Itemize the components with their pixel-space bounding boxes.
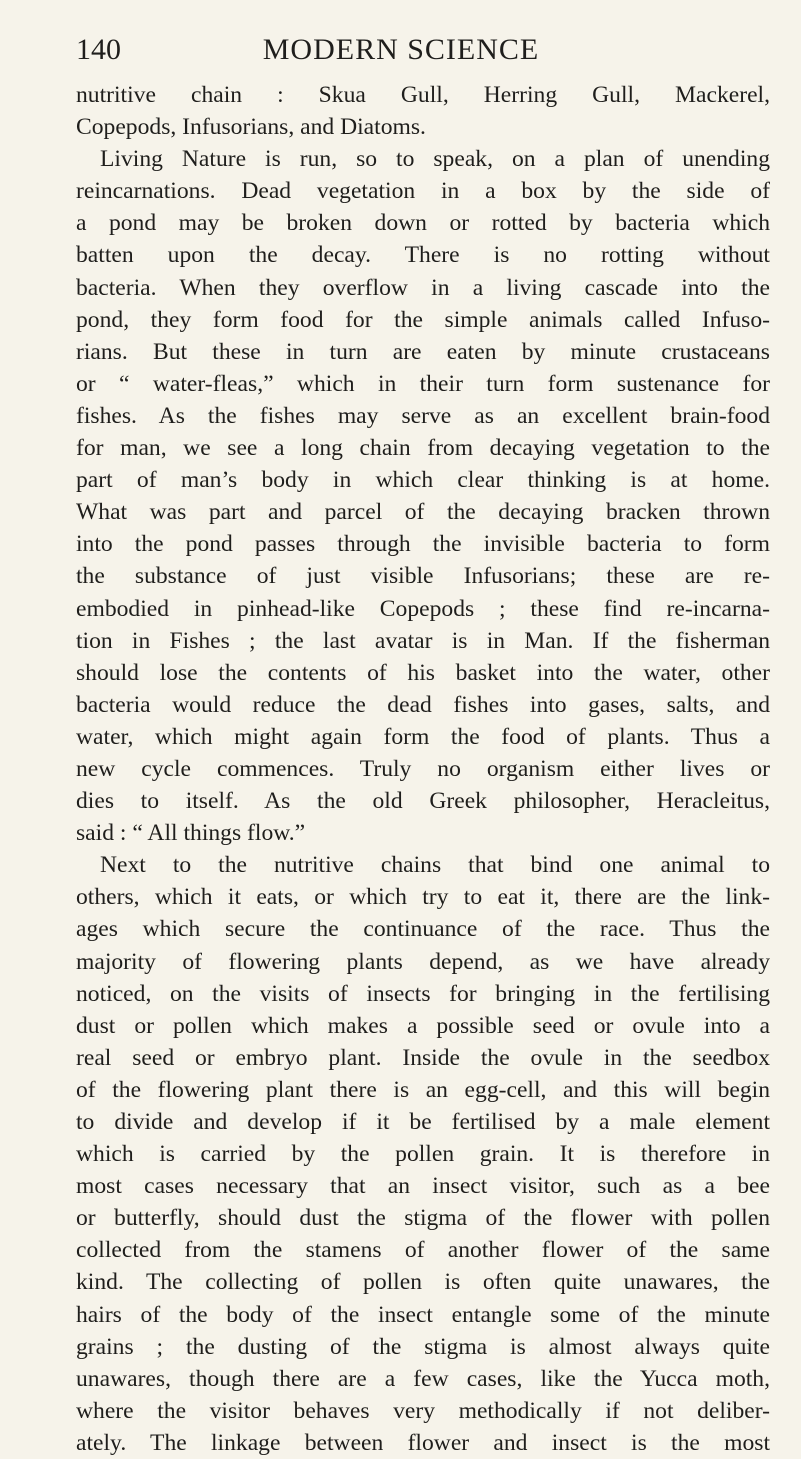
text-line: What was part and parcel of the decaying bracken thrown bbox=[76, 499, 770, 526]
text-line: unawares, though there are a few cases, like the Yucca moth, bbox=[76, 1365, 770, 1392]
text-line: or “ water-fleas,” which in their turn form sustenance for bbox=[76, 370, 770, 397]
text-line: kind. The collecting of pollen is often quite unawares, the bbox=[76, 1269, 770, 1296]
text-line: nutritive chain : Skua Gull, Herring Gull, Mackerel, bbox=[76, 82, 770, 108]
text-line: the substance of just visible Infusorians; these are re- bbox=[76, 563, 770, 590]
text-line: of the flowering plant there is an egg-cell, and this will begin bbox=[76, 1076, 770, 1103]
text-line: water, which might again form the food of plants. Thus a bbox=[76, 723, 770, 750]
text-line: hairs of the body of the insect entangle some of the minute bbox=[76, 1301, 770, 1328]
text-line: part of man’s body in which clear thinking is at home. bbox=[76, 467, 770, 494]
text-line: to divide and develop if it be fertilised by a male element bbox=[76, 1109, 770, 1135]
text-line: reincarnations. Dead vegetation in a box by the side of bbox=[76, 178, 770, 205]
text-line: tion in Fishes ; the last avatar is in Man. If the fisherman bbox=[76, 627, 770, 654]
text-line: Next to the nutritive chains that bind one animal to bbox=[100, 852, 770, 879]
text-line: said : “ All things flow.” bbox=[76, 820, 306, 847]
body-text bbox=[76, 79, 770, 1459]
text-line: others, which it eats, or which try to eat it, there are the link- bbox=[76, 884, 770, 911]
running-title: MODERN SCIENCE bbox=[262, 33, 540, 66]
text-line: pond, they form food for the simple animals called Infuso- bbox=[76, 306, 770, 333]
text-line: embodied in pinhead-like Copepods ; these find re-incarna- bbox=[76, 595, 770, 622]
page-number: 140 bbox=[76, 33, 121, 66]
text-line: noticed, on the visits of insects for bringing in the fertilising bbox=[76, 980, 770, 1007]
page-header bbox=[76, 32, 726, 68]
text-line: bacteria would reduce the dead fishes into gases, salts, and bbox=[76, 691, 770, 718]
text-line: real seed or embryo plant. Inside the ovule in the seedbox bbox=[76, 1044, 770, 1071]
text-line: grains ; the dusting of the stigma is almost always quite bbox=[76, 1333, 770, 1360]
text-line: for man, we see a long chain from decaying vegetation to the bbox=[76, 435, 770, 462]
text-line: ages which secure the continuance of the race. Thus the bbox=[76, 916, 770, 943]
text-line: or butterfly, should dust the stigma of the flower with pollen bbox=[76, 1205, 770, 1232]
text-line: new cycle commences. Truly no organism either lives or bbox=[76, 755, 770, 782]
text-line: Living Nature is run, so to speak, on a plan of unending bbox=[100, 146, 770, 173]
text-line: majority of flowering plants depend, as we have already bbox=[76, 948, 770, 975]
text-line: dies to itself. As the old Greek philosopher, Heracleitus, bbox=[76, 788, 770, 815]
text-line: rians. But these in turn are eaten by minute crustaceans bbox=[76, 338, 770, 365]
text-line: which is carried by the pollen grain. It is therefore in bbox=[76, 1141, 770, 1168]
text-line: collected from the stamens of another flower of the same bbox=[76, 1237, 770, 1264]
text-line: into the pond passes through the invisible bacteria to form bbox=[76, 531, 770, 558]
text-line: a pond may be broken down or rotted by bacteria which bbox=[76, 210, 770, 237]
text-line: dust or pollen which makes a possible seed or ovule into a bbox=[76, 1012, 770, 1039]
text-line: should lose the contents of his basket into the water, other bbox=[76, 659, 770, 686]
text-line: fishes. As the fishes may serve as an excellent brain-food bbox=[76, 402, 770, 429]
text-line: most cases necessary that an insect visitor, such as a bee bbox=[76, 1173, 770, 1200]
text-line: bacteria. When they overflow in a living cascade into the bbox=[76, 274, 770, 301]
text-line: where the visitor behaves very methodically if not deliber- bbox=[76, 1397, 770, 1424]
text-line: Copepods, Infusorians, and Diatoms. bbox=[76, 114, 426, 141]
text-line: ately. The linkage between flower and insect is the most bbox=[76, 1429, 770, 1456]
text-line: batten upon the decay. There is no rotting without bbox=[76, 242, 770, 269]
